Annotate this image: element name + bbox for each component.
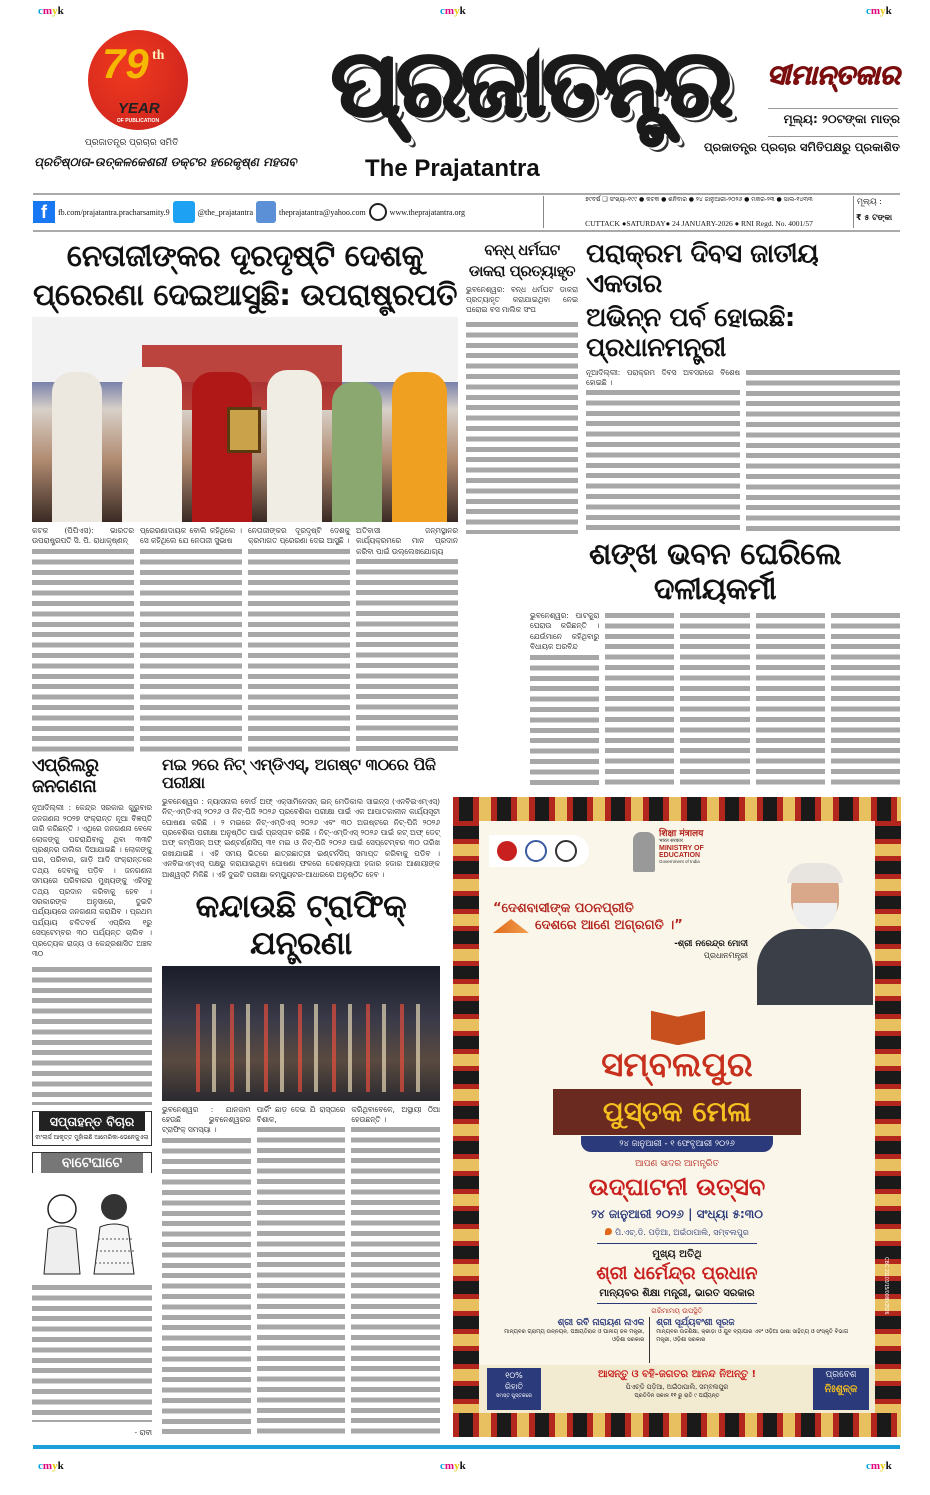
website-link[interactable]: www.theprajatantra.org [389,207,465,217]
national-emblem [633,832,655,872]
print-mark: cmyk [440,5,466,17]
traffic-body: ଭୁବନେଶ୍ୱର : ଯାନଜାମ ହେଉଛି ଭୁବନେଶ୍ୱରର ଟ୍ରାଫିକ୍ ସମସ୍ୟା । ପାର୍କିଂ ଛାଡ଼ ଦେଇ ଯି ରାସ୍ତାରେ ବିଶାଳ, କରିଥିବାବେଳେ, ଅସ୍ଥାୟୀ ଠିଆ ହେଉଛନ୍ତି । [162,1105,440,1438]
masthead-logo: ପ୍ରଜାତନ୍ତ୍ର [331,29,729,137]
ministry-english: EDUCATION [659,852,701,860]
inauguration-title: ଉଦ୍‌ଘାଟନୀ ଉତ୍ସବ [588,1173,766,1201]
ministry-english: MINISTRY OF [659,845,704,853]
bandh-headline-line2: ଡାକରା ପ୍ରତ୍ୟାହୃତ [468,262,576,281]
lead-headline-line2: ପ୍ରେରଣା ଦେଇଆସୁଛି: ଉପରାଷ୍ଟ୍ରପତି [32,277,458,313]
bandh-headline-line1: ବନ୍ଧ୍ ଧର୍ମଘଟ [484,241,560,259]
guest-1: ଶ୍ରୀ ରବି ନାରାୟଣ ନାଏକ [557,1318,645,1328]
cartoon-caption-credit: - ରାବୀ [134,1427,152,1437]
discount-badge: ୧୦% ରିହାତି ସମସ୍ତ ପୁସ୍ତକରେ [487,1368,541,1410]
print-mark: cmyk [440,1460,466,1472]
divider [768,108,898,109]
ministry-block [659,829,749,864]
sankha-story [530,538,900,790]
published-by: ପ୍ରଜାତନ୍ତ୍ର ପ୍ରଚାର ସମିତିପକ୍ଷରୁ ପ୍ରକାଶିତ [703,140,900,154]
ministry-hindi: शिक्षा मंत्रालय [659,829,704,839]
divider [853,196,854,228]
guest-1-block [493,1317,650,1363]
bandh-body: ଭୁବନେଶ୍ୱର: ବନ୍ଧ ଧର୍ମଘଟ ଡାକରା ପ୍ରତ୍ୟାହୃତ କରାଯାଇଥିବା ନେଇ ଘରୋଇ ବସ ମାଲିକ ସଂଘ [466,284,578,315]
lead-body: କଟକ (ପିପିଏସ): ଭାରତର ଉପରାଷ୍ଟ୍ରପତି ସି. ପି. ରାଧାକୃଷ୍ଣନ୍ ପ୍ରେରଣାଦାୟକ ବୋଲି କହିଥିଲେ । ସେ କହିଥିଲେ ଯେ ନେତାଜୀ ସୁଭାଷ ନେତାଜୀଙ୍କର ଦୂରଦୃଷ୍ଟି ଦେଶକୁ କ୍ରମାଗତ ପ୍ରେରଣା ଦେଇ ଆସୁଛି । ଅତିବାସୀ ଜନ୍ମସ୍ଥାନର କାର୍ଯ୍ୟକ୍ରମରେ ମାନ ପ୍ରଦାନ କରିବା ପାଇଁ ଉଲ୍ଲେଖଯୋଗ୍ୟ [32,526,458,752]
weekly-column-subtitle: ବାଂଲାର୍ସ ଆକୃତ୍ତ ମୁହାଁଇଛି ଆମେରିକା-ଭେନେଜୁଏଲା [35,1133,149,1141]
lead-story [32,240,458,752]
masthead-english-title: The Prajatantra [365,155,540,182]
event-city: ସମ୍ବଲପୁର [601,1045,753,1085]
ad-code: CBC 21103/15/0080/2526 [883,1257,889,1315]
free-entry-badge: ପ୍ରବେଶ ନିଃଶୁଳ୍କ [813,1368,869,1410]
cartoon-title: ବାଟେଘାଟେ [41,1153,143,1173]
email-link[interactable]: theprajatantra@yahoo.com [279,207,366,217]
event-dates: ୨୪ ଜାନୁଆରୀ - ୧ ଫେବୃଆରୀ ୨୦୨୬ [581,1136,773,1152]
bottom-rule [33,1445,900,1449]
parakram-headline-line1: ପରାକ୍ରମ ଦିବସ ଜାତୀୟ ଏକତାର [586,239,819,299]
guest-2: ଶ୍ରୀ ସୂର୍ଯ୍ୟବଂଶୀ ସୂରଜ [656,1318,735,1328]
publisher-left: ପ୍ରଜାତନ୍ତ୍ର ପ୍ରଚାର ସମିତି [85,138,179,148]
ad-quote-line2-row [493,918,748,933]
pm-photo [753,859,875,1005]
twitter-link[interactable]: @the_prajatantra [197,207,253,217]
cartoon-illustration [32,1179,144,1277]
venue-2: ପିଏଚ୍‌ଡି ପଡ଼ିଆ, ଅଇଁଠାପାଲି, ସମ୍ବଲପୁର [625,1383,729,1391]
dateline-block [547,196,851,229]
inauguration-time: ୨୪ ଜାନୁଆରୀ ୨୦୨୬ | ସଂଧ୍ୟା ୫:୩୦ [591,1207,763,1221]
ornament-divider [597,1303,757,1304]
price-label: ମୂଲ୍ୟ : [857,197,882,206]
chief-guest-label: ମୁଖ୍ୟ ଅତିଥି [652,1249,702,1260]
ad-quote-line2: ଦେଶରେ ଆଣେ ଅଗ୍ରଗତି ।” [535,918,683,933]
supplement-logo: ସୀମାନ୍ତଜାର [767,60,900,91]
chief-guest: ଶ୍ରୀ ଧର୍ମେନ୍ଦ୍ର ପ୍ରଧାନ [596,1263,758,1284]
ad-footer-text [545,1368,809,1400]
presence-label: ଗରିମାମୟ ଉପସ୍ଥିତି [651,1307,703,1315]
cartoon-box [32,1152,152,1173]
middle-column [162,756,440,1438]
census-headline: ଏପ୍ରିଲରୁ ଜନଗଣନା [32,755,99,797]
globe-icon [369,203,387,221]
anniversary-badge: 79 th YEAR OF PUBLICATION [88,30,188,130]
census-body: ନୂଆଦିଲ୍ଲୀ : କେନ୍ଦ୍ର ସରକାର ଗୁରୁବାର ଜନଗଣନା ୨୦୨୭ ସଂକ୍ରାନ୍ତ ନୂଆ ବିଜ୍ଞପ୍ତି ଜାରି କରିଛନ୍ତି । ଏଥିରେ ଜନଗଣନା ବେଳେ ଲୋକଙ୍କୁ ପଚରାଯିବାକୁ ଥିବା ୩୩ଟି ପ୍ରଶ୍ନର ତାଲିକା ଦିଆଯାଇଛି । ଲୋକଙ୍କୁ ଘର, ପରିବାର, ଗାଡ଼ି ଆଦି ସଂକ୍ରାନ୍ତରେ ତଥ୍ୟ ଦେବାକୁ ପଡ଼ିବ । ଜନଗଣନା ସମୟରେ ପରିବାରର ମୁଖ୍ୟଙ୍କୁ ଏହିସବୁ ତଥ୍ୟ ପ୍ରଦାନ କରିବାକୁ ହେବ । ସରକାରଙ୍କ ଅନୁସାରେ, ଦୁଇଟି ପର୍ଯ୍ୟାୟରେ ଜନଗଣନା କରାଯିବ । ପ୍ରଥମ ପର୍ଯ୍ୟାୟ ଚଳିତବର୍ଷ ଏପ୍ରିଲ ୧ରୁ ସେପ୍ଟେମ୍ବର ୩୦ ପର୍ଯ୍ୟନ୍ତ ଚାଲିବ । ପ୍ରତ୍ୟେକ ରାଜ୍ୟ ଓ କେନ୍ଦ୍ରଶାସିତ ଅଞ୍ଚଳ ୩୦ [32,803,152,959]
guests-row [493,1317,853,1363]
invite-text: ଆପଣ ସାଦର ଆମନ୍ତ୍ରିତ [635,1159,719,1169]
price: ₹ ୫ ଟଙ୍କା [856,213,893,222]
ad-quote [493,901,748,961]
divider [543,196,544,228]
traffic-headline: କନ୍ଦାଉଛି ଟ୍ରାଫିକ୍ ଯନ୍ତ୍ରଣା [195,887,407,962]
parakram-story [586,240,900,534]
print-mark: cmyk [866,5,892,17]
weekly-column-box [32,1111,152,1146]
print-mark: cmyk [866,1460,892,1472]
divider [768,136,898,137]
odia-dateline: ୭୯ବର୍ଷ ❑ ସଂଖ୍ୟା-୧୯୯ ● କଟକ ● ଶନିବାର ● ୨୪ ଜାନୁଆରୀ-୨୦୨୬ ● ମକର-୨୩ ● ସାଲ-୧୪୩୩ [585,196,813,203]
ornament-divider [597,1243,757,1244]
ad-quote-line1: “ଦେଶବାସୀଙ୍କ ପଠନପ୍ରୀତି [493,901,634,916]
quote-author-title: ପ୍ରଧାନମନ୍ତ୍ରୀ [703,951,748,960]
lead-photo [32,317,458,522]
venue: ପି.ଏଚ୍.ଡି. ପଡ଼ିଆ, ଅଇଁଠାପାଲି, ସମ୍ବଲପୁର [453,1227,901,1238]
location-pin-icon [605,1228,612,1235]
neet-headline: ମଇ ୨ରେ ନିଟ୍ ଏମ୍‌ଡିଏସ୍, ଅଗଷ୍ଟ ୩୦ରେ ପିଜି ପରୀକ୍ଷା [162,755,436,793]
ministry-english-sub: Government of India [659,859,700,865]
bandh-story [466,242,578,534]
social-links [33,198,540,226]
parakram-body: ନୂଆଦିଲ୍ଲୀ: ପରାକ୍ରମ ଦିବସ ଅବସରରେ ବିଶେଷ ହୋଇଛି । [586,368,900,534]
weekly-column-title: ସପ୍ତାହନ୍ତ ବିଚାର [39,1112,145,1131]
timings: ପ୍ରତିଦିନ ସକାଳ ୧୧ ରୁ ରାତି ୯ ପର୍ଯ୍ୟନ୍ତ [634,1393,720,1399]
facebook-icon: f [33,201,55,223]
guest-2-title: ମାନ୍ୟବର ଉଚ୍ଚଶିକ୍ଷା, କ୍ରୀଡ଼ା ଓ ଯୁବ ବ୍ୟାପାର ଏବଂ ଓଡ଼ିଆ ଭାଷା ସାହିତ୍ୟ ଓ ସଂସ୍କୃତି ବିଭାଗ ମନ୍ତ୍ରୀ, ଓଡ଼ିଶା ସରକାର [656,1329,849,1343]
ad-tagline: ଆସନ୍ତୁ ଓ ବହି-ଜଗତର ଆନନ୍ଦ ନିଅନ୍ତୁ ! [597,1369,757,1380]
nbt-logo [497,841,517,861]
guest-1-title: ମାନ୍ୟବର ଗ୍ରାମ୍ୟ ଉନ୍ନୟନ, ପଞ୍ଚାୟତିରାଜ ଓ ପାନୀୟ ଜଳ ମନ୍ତ୍ରୀ, ଓଡ଼ିଶା ସରକାର [504,1329,645,1343]
print-mark: cmyk [38,1460,64,1472]
sankha-body: ଭୁବନେଶ୍ୱର: ପାଟକୁରା ଘେରାଉ କରିଛନ୍ତି । ଯେଉଁମାନେ କହିଥିବାରୁ ବିଧାୟକ ଅରବିନ୍ଦ [530,611,900,790]
facebook-link[interactable]: fb.com/prajatantra.pracharsamity.9 [58,207,170,217]
parakram-headline-line2: ଅଭିନ୍ନ ପର୍ବ ହୋଇଛି: ପ୍ରଧାନମନ୍ତ୍ରୀ [586,302,795,363]
left-column [32,756,152,1438]
book-icon [493,919,529,933]
neet-body: ଭୁବନେଶ୍ୱର : ନ୍ୟାସନାଲ ବୋର୍ଡ ଅଫ୍ ଏକ୍ସାମିନେସନ୍ ଇନ୍ ମେଡିକାଲ ସାଇନ୍ସ (ଏନବିଇଏମ୍‌ଏସ୍) ନିଟ୍-ଏମ୍‌ଡିଏସ୍ ୨୦୨୬ ଓ ନିଟ୍-ପିଜି ୨୦୨୬ ପ୍ରବେଶିକା ପରୀକ୍ଷା ପାଇଁ ଏକ ଆପାତକାଳୀନ କାର୍ଯ୍ୟସୂଚୀ ଘୋଷଣା କରିଛି । ୨ ମଇରେ ନିଟ୍-ଏମ୍‌ଡିଏସ୍ ୨୦୨୬ ଏବଂ ୩୦ ଅଗଷ୍ଟରେ ନିଟ୍-ପିଜି ୨୦୨୬ ପ୍ରବେଶିକା ପରୀକ୍ଷା ଅନୁଷ୍ଠିତ ପାଇଁ ପ୍ରସ୍ତାବ ରହିଛି । ନିଟ୍-ଏମ୍‌ଡିଏସ୍ ୨୦୨୬ ପାଇଁ କଟ୍ ଅଫ୍ ଡେଟ୍ ଅଫ୍ କମ୍ପିସନ୍ ଅଫ୍ ଇଣ୍ଟର୍ଣ୍ଣସିପ୍ ୩୧ ମଇ ଓ ନିଟ୍-ପିଜି ୨୦୨୬ ପାଇଁ ସେପ୍ଟେମ୍ବର ୩୦ ତାରିଖ ରଖାଯାଇଛି । ଏହି ସମୟ ଭିତରେ ଛାତ୍ରଛାତ୍ରୀ ଇଣ୍ଟର୍ନସିପ୍ ସମାପ୍ତ କରିବାକୁ ପଡିବ । ଏନବିଇଏମ୍‌ଏସ୍ ପକ୍ଷରୁ କରାଯାଇଥିବା ଘୋଷଣା ଫଳରେ ଦେଶବ୍ୟାପୀ ହଜାର ହଜାର ଆଶାୟୀଙ୍କ ଆଶ୍ୱସ୍ତି ମିଳିଛି । ଏହି ଦୁଇଟି ପରୀକ୍ଷା କମ୍ପ୍ୟୁଟର-ଆଧାରରେ ଅନୁଷ୍ଠିତ ହେବ । [162,796,440,879]
event-name: ପୁସ୍ତକ ମେଳା [553,1089,801,1135]
advertisement [453,797,901,1437]
ministry-hindi-sub: भारत सरकार [659,838,683,845]
english-dateline: CUTTACK ●SATURDAY● 24 JANUARY-2026 ● RNI Regd. No. 4001/57 [585,219,813,228]
divider [33,193,900,195]
supplement-price: ମୂଲ୍ୟ: ୨୦ଟଙ୍କା ମାତ୍ର [783,112,900,126]
emblem-logo [555,840,577,862]
sankha-headline: ଶଙ୍ଖ ଭବନ ଘେରିଲେ ଦଳୀୟକର୍ମୀ [589,537,841,607]
print-mark: cmyk [38,5,64,17]
founder-line: ପ୍ରତିଷ୍ଠାତା-ଉତ୍କଳକେଶରୀ ଡକ୍ଟର ହରେକୃଷ୍ଣ ମହତାବ [34,155,297,169]
divider [33,230,900,232]
partner-logos [489,835,589,867]
lead-headline-line1: ନେତାଜୀଙ୍କର ଦୂରଦୃଷ୍ଟି ଦେଶକୁ [66,239,424,274]
email-icon [256,201,276,223]
twitter-icon [173,201,195,223]
traffic-photo [162,966,440,1101]
quote-author: -ଶ୍ରୀ ନରେନ୍ଦ୍ର ମୋଦୀ [674,939,748,949]
chief-guest-title: ମାନ୍ୟବର ଶିକ୍ଷା ମନ୍ତ୍ରୀ, ଭାରତ ସରକାର [599,1288,755,1299]
guest-2-block [656,1317,853,1363]
cartoon-caption [32,1283,152,1422]
odisha-emblem [525,840,547,862]
